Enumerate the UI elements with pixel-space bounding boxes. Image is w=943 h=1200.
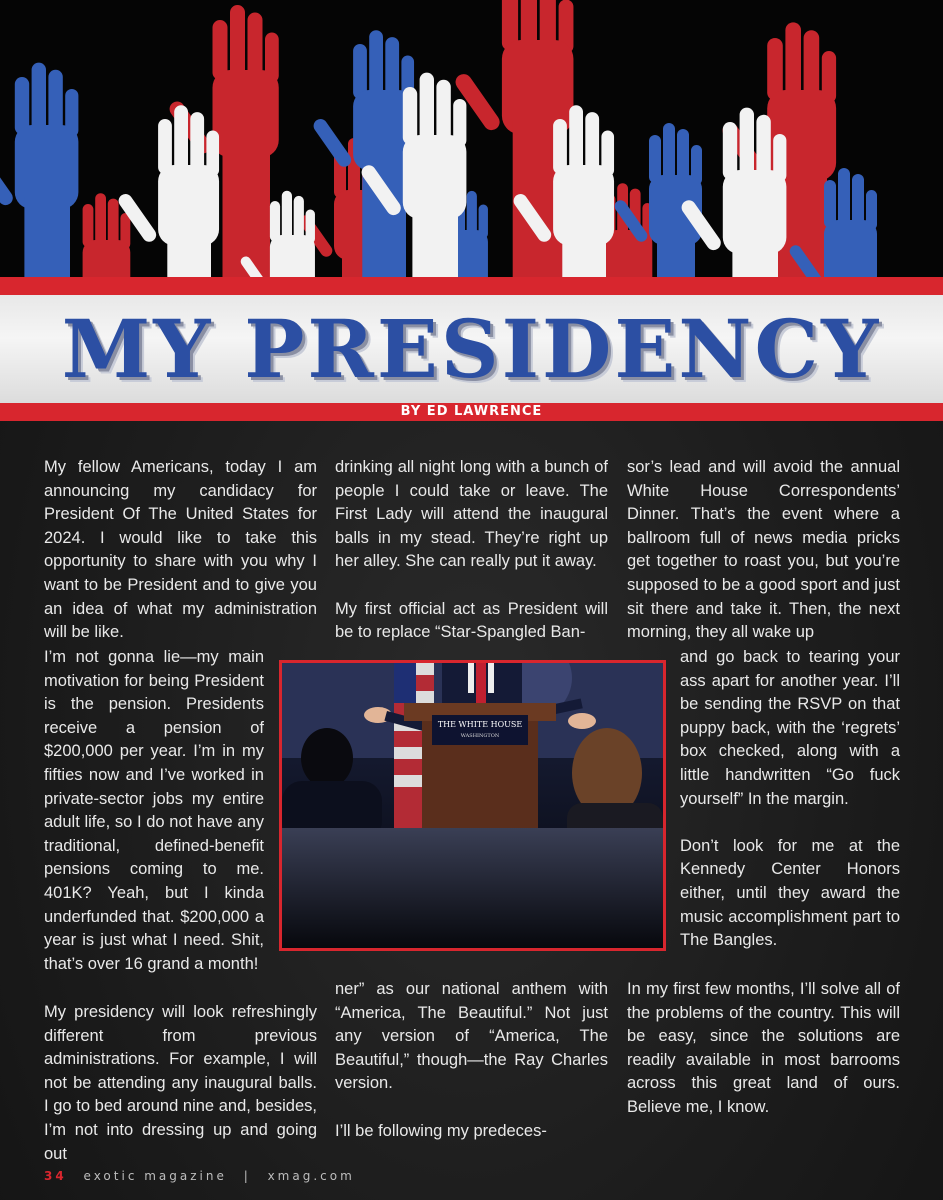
column-left-top [44,456,317,645]
column-right-top [627,456,900,645]
column-middle-top [335,456,608,645]
magazine-website: xmag.com [267,1169,355,1183]
paragraph: My first official act as President will be to replace “Star-Spangled Ban- [335,599,608,642]
paragraph: I’m not gonna lie—my main motivation for being President is the pension. Presidents receive a pension of $200,000 per year. I’m in my fifties now and I’ve worked in private-sector jobs my entire adult life, so I do not have any traditional, defined-benefit pensions coming to me. 401K? Yeah, but I kinda underfunded that. $200,000 a year is just what I need. Shit, that’s over 16 grand a month! [44,648,264,973]
column-middle-bottom [335,978,608,1143]
paragraph: ner” as our national anthem with “America, The Beautiful.” Not just any version of “America, The Beautiful,” though—the Ray Charles version. [335,980,608,1093]
paragraph: and go back to tearing your ass apart for another year. I’ll be sending the RSVP on that puppy back, with the ‘regrets’ box checked, along with a little handwritten “Go fuck yourself” In the margin. [680,648,900,808]
column-left-wrap [44,646,264,976]
footer-separator: | [243,1169,251,1183]
page-number: 34 [44,1169,67,1183]
paragraph: drinking all night long with a bunch of people I could take or leave. The First Lady will attend the inaugural balls in my stead. They’re right up her alley. She can really put it away. [335,458,608,571]
podium-seal-text: THE WHITE HOUSE [437,720,523,729]
column-right-bottom [627,978,900,1120]
article-title: MY PRESIDENCY [61,302,882,396]
press-briefing-photo [279,660,666,951]
paragraph: My presidency will look refreshingly different from previous administrations. For example, I will not be attending any inaugural balls. I go to bed around nine and, besides, I’m not into dressing up and going out [44,1003,317,1163]
banner-top-stripe [0,277,943,295]
paragraph: Don’t look for me at the Kennedy Center Honors either, until they award the music accomplishment part to The Bangles. [680,836,900,950]
magazine-name: exotic magazine [83,1169,227,1183]
paragraph: My fellow Americans, today I am announcing my candidacy for President Of The United States for 2024. I would like to take this opportunity to share with you why I want to be President and to give you an idea of what my administration will be like. [44,458,317,642]
page-footer [44,1169,355,1183]
raised-hands-illustration [0,0,943,280]
podium-seal-subtext: WASHINGTON [460,733,500,739]
article-byline: BY ED LAWRENCE [400,404,543,419]
column-right-wrap [680,646,900,953]
column-left-bottom [44,1001,317,1166]
paragraph: sor’s lead and will avoid the annual White House Correspondents’ Dinner. That’s the event where a ballroom full of news media pricks get together to roast you, but you’re supposed to be a good sport and just sit there and take it. Then, the next morning, they all wake up [627,458,900,642]
paragraph: I’ll be following my predeces- [335,1121,547,1140]
paragraph: In my first few months, I’ll solve all of the problems of the country. This will be easy, since the solutions are readily available in most barrooms across this great land of ours. Believe me, I know. [627,980,900,1116]
